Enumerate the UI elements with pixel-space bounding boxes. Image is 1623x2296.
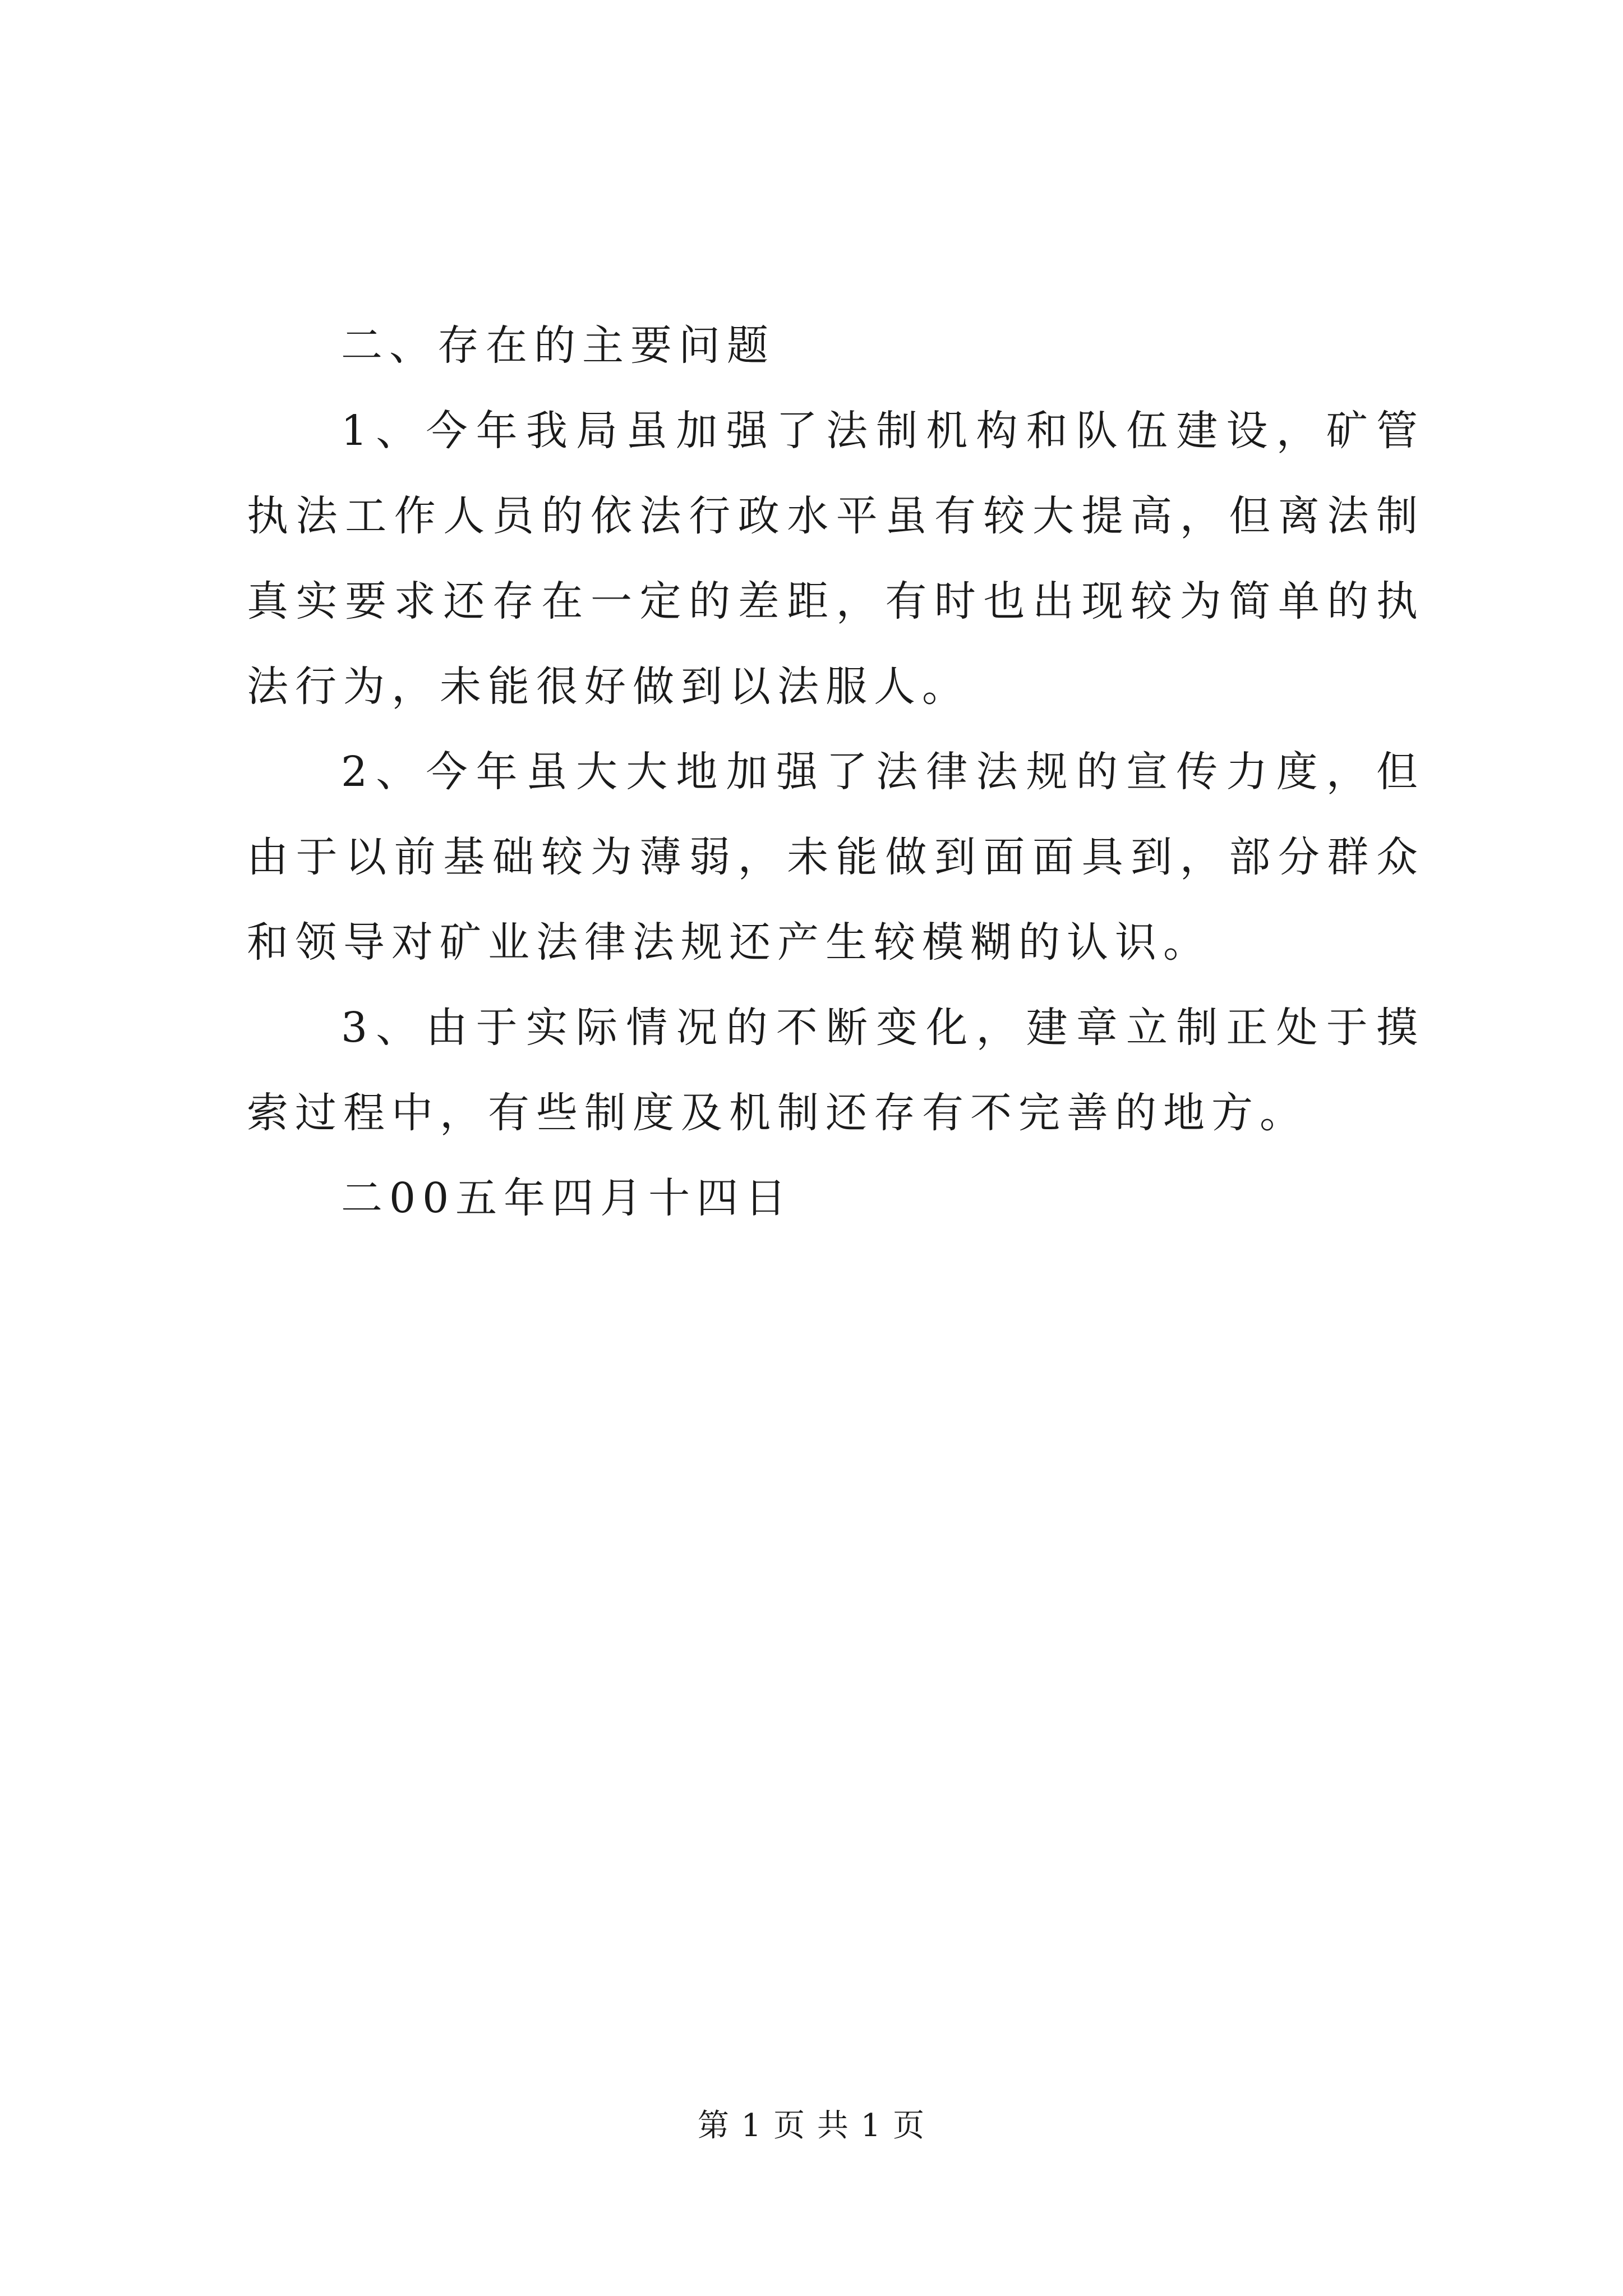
paragraph-problem-1: 1、今年我局虽加强了法制机构和队伍建设，矿管执法工作人员的依法行政水平虽有较大提高，但离法制真实要求还存在一定的差距，有时也出现较为简单的执法行为，未能很好做到以法服人。 bbox=[247, 407, 1424, 711]
document-body bbox=[247, 303, 1424, 1241]
paragraph-problem-3: 3、由于实际情况的不断变化，建章立制正处于摸索过程中，有些制度及机制还存有不完善的地方。 bbox=[247, 1004, 1424, 1137]
section-heading: 二、存在的主要问题 bbox=[341, 321, 775, 370]
paragraph-problem-2: 2、今年虽大大地加强了法律法规的宣传力度，但由于以前基础较为薄弱，未能做到面面具到，部分群众和领导对矿业法律法规还产生较模糊的认识。 bbox=[247, 748, 1424, 967]
document-date: 二00五年四月十四日 bbox=[341, 1174, 794, 1222]
page-footer: 第 1 页 共 1 页 bbox=[697, 2108, 926, 2144]
